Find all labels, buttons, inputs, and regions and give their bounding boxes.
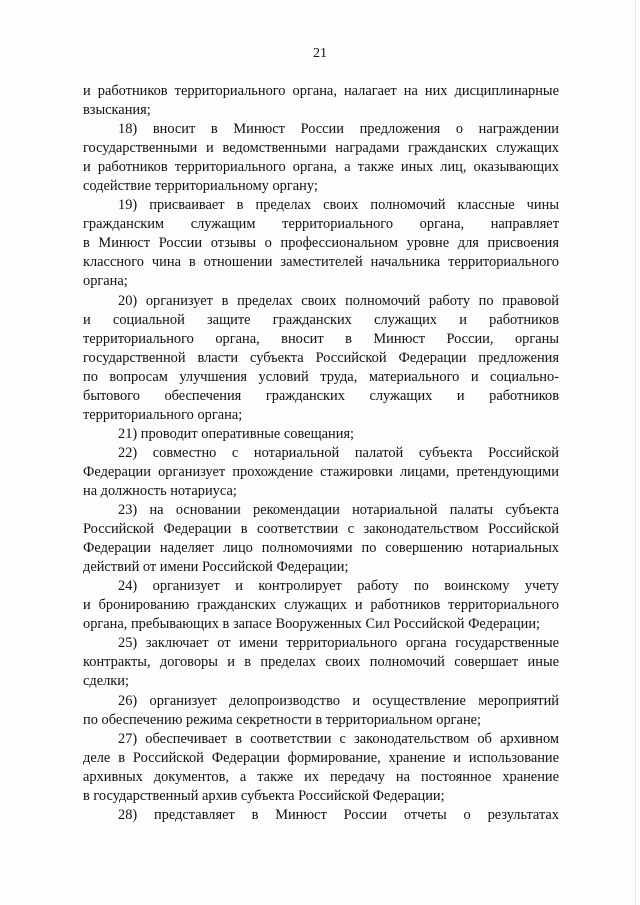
text-line: 21) проводит оперативные совещания; (118, 425, 355, 442)
text-line: гражданским служащим территориального органа, направляет (83, 216, 559, 233)
text-line: на должность нотариуса; (83, 482, 237, 499)
text-line: архивных документов, а также их передачу на постоянное хранение (83, 768, 559, 785)
text-line: органа, пребывающих в запасе Вооруженных Сил Российской Федерации; (83, 616, 541, 633)
text-line: 27) обеспечивает в соответствии с законодательством об архивном (118, 730, 559, 747)
text-line: Российской Федерации в соответствии с законодательством Российской (83, 521, 559, 538)
text-line: действий от имени Российской Федерации; (83, 559, 349, 576)
text-line: и работников территориального органа, а также иных лиц, оказывающих (83, 159, 559, 176)
text-line: 25) заключает от имени территориального органа государственные (118, 635, 559, 652)
text-line: Федерации наделяет лицо полномочиями по совершению нотариальных (83, 540, 559, 557)
text-line: взыскания; (83, 102, 151, 119)
text-line: и социальной защите гражданских служащих и работников (83, 311, 559, 328)
text-line: территориального органа, вносит в Минюст России, органы (83, 330, 559, 347)
text-line: государственными и ведомственными наградами гражданских служащих (83, 140, 559, 157)
text-line: сделки; (83, 673, 129, 690)
text-line: в Минюст России отзывы о профессиональном уровне для присвоения (83, 235, 559, 252)
text-line: 24) организует и контролирует работу по воинскому учету (118, 578, 559, 595)
scan-edge (635, 0, 636, 905)
text-line: классного чина в отношении заместителей начальника территориального (83, 254, 559, 271)
text-line: 18) вносит в Минюст России предложения о награждении (118, 121, 559, 138)
text-line: в государственный архив субъекта Российской Федерации; (83, 787, 445, 804)
text-line: 22) совместно с нотариальной палатой субъекта Российской (118, 444, 559, 461)
text-line: 26) организует делопроизводство и осуществление мероприятий (118, 692, 559, 709)
text-line: по вопросам улучшения условий труда, материального и социально- (83, 368, 559, 385)
text-line: 20) организует в пределах своих полномочий работу по правовой (118, 292, 559, 309)
page-number: 21 (313, 46, 327, 61)
text-line: и бронированию гражданских служащих и работников территориального (83, 597, 559, 614)
text-line: бытового обеспечения гражданских служащих и работников (83, 387, 559, 404)
text-line: Федерации организует прохождение стажировки лицами, претендующими (83, 463, 559, 480)
text-line: 28) представляет в Минюст России отчеты о результатах (118, 806, 559, 823)
text-line: органа; (83, 273, 128, 290)
text-line: территориального органа; (83, 406, 243, 423)
text-line: и работников территориального органа, налагает на них дисциплинарные (83, 83, 559, 99)
text-line: государственной власти субъекта Российской Федерации предложения (83, 349, 559, 366)
document-body (83, 82, 559, 825)
text-line: содействие территориальному органу; (83, 178, 318, 195)
text-line: 19) присваивает в пределах своих полномочий классные чины (118, 197, 559, 214)
text-line: деле в Российской Федерации формирование, хранение и использование (83, 749, 559, 766)
text-line: по обеспечению режима секретности в территориальном органе; (83, 711, 482, 728)
text-line: контракты, договоры и в пределах своих полномочий совершает иные (83, 654, 559, 671)
text-line: 23) на основании рекомендации нотариальной палаты субъекта (118, 502, 559, 519)
